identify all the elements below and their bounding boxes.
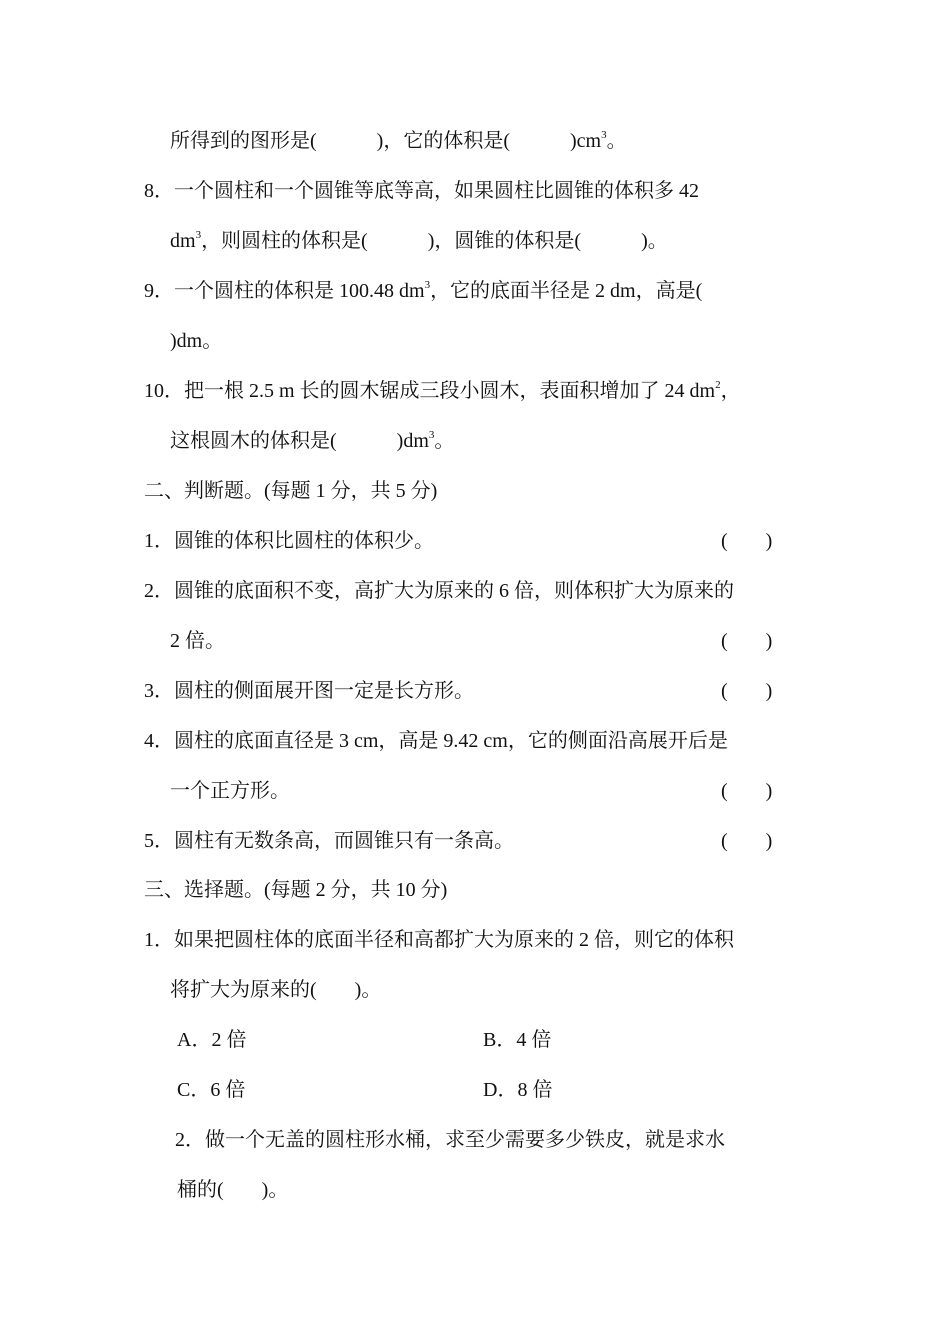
text: ，则圆柱的体积是( [201,230,368,252]
text: ( [721,530,728,552]
answer-paren[interactable] [721,527,772,555]
text: ，它的底面半径是 2 dm，高是( [430,280,703,302]
q8-line1: 8．一个圆柱和一个圆锥等底等高，如果圆柱比圆锥的体积多 42 [144,180,699,202]
section-heading-multiple-choice: 三、选择题。(每题 2 分，共 10 分) [144,879,448,901]
text: ) [765,630,773,652]
answer-paren[interactable] [721,627,772,655]
mc-q2-line1: 2．做一个无盖的圆柱形水桶，求至少需要多少铁皮，就是求水 [175,1129,725,1151]
text: ) [765,680,773,702]
text: )。 [354,979,382,1001]
mc-q1-line1: 1．如果把圆柱体的底面半径和高都扩大为原来的 2 倍，则它的体积 [144,929,734,951]
answer-paren[interactable] [721,827,772,855]
q10-line1 [144,377,741,405]
tf-item-4-line2 [170,777,810,805]
text: 9．一个圆柱的体积是 100.48 dm [144,280,425,302]
tf-item-2-line2 [170,627,810,655]
text: )，圆锥的体积是( [427,230,582,252]
q10-line2 [170,427,454,455]
text: 10．把一根 2.5 m 长的圆木锯成三段小圆木，表面积增加了 24 dm [144,380,716,402]
q7-continuation [170,127,627,155]
text: 2 倍。 [170,630,225,652]
text: ( [721,780,728,802]
text: )。 [261,1179,289,1201]
text: 所得到的图形是( [170,130,317,152]
mc-q1-option-b[interactable]: B．4 倍 [483,1029,552,1051]
text: ) [765,830,773,852]
text: 一个正方形。 [170,780,290,802]
text: )。 [641,230,668,252]
mc-q1-option-c[interactable]: C．6 倍 [177,1079,246,1101]
mc-q1-option-a[interactable]: A．2 倍 [177,1029,247,1051]
text: ) [765,530,773,552]
tf-item-2-line1: 2．圆锥的底面积不变，高扩大为原来的 6 倍，则体积扩大为原来的 [144,580,734,602]
mc-q1-option-d[interactable]: D．8 倍 [483,1079,553,1101]
superscript: 3 [428,429,435,441]
tf-item-1 [144,527,804,555]
tf-item-5 [144,827,804,855]
text: )，它的体积是( [376,130,510,152]
text: )dm [396,430,429,452]
superscript: 3 [424,279,431,291]
text: 1．圆锥的体积比圆柱的体积少。 [144,530,434,552]
mc-q1-line2 [170,976,381,1004]
text: dm [170,230,196,252]
text: ， [720,380,741,402]
text: 。 [606,130,627,152]
q9-line1 [144,277,702,305]
text: )cm [570,130,602,152]
text: 将扩大为原来的( [170,979,317,1001]
text: 3．圆柱的侧面展开图一定是长方形。 [144,680,474,702]
tf-item-4-line1: 4．圆柱的底面直径是 3 cm，高是 9.42 cm，它的侧面沿高展开后是 [144,730,728,752]
superscript: 3 [195,229,202,241]
section-heading-true-false: 二、判断题。(每题 1 分，共 5 分) [144,480,438,502]
text: ) [765,780,773,802]
text: 桶的( [177,1179,224,1201]
text: 5．圆柱有无数条高，而圆锥只有一条高。 [144,830,514,852]
text: ( [721,680,728,702]
text: ( [721,630,728,652]
q9-line2: )dm。 [170,330,223,352]
text: ( [721,830,728,852]
text: 。 [434,430,455,452]
text: 这根圆木的体积是( [170,430,337,452]
q8-line2 [170,227,668,255]
superscript: 2 [715,379,721,391]
answer-paren[interactable] [721,677,772,705]
tf-item-3 [144,677,804,705]
mc-q2-line2 [177,1176,288,1204]
answer-paren[interactable] [721,777,772,805]
superscript: 3 [601,129,607,141]
